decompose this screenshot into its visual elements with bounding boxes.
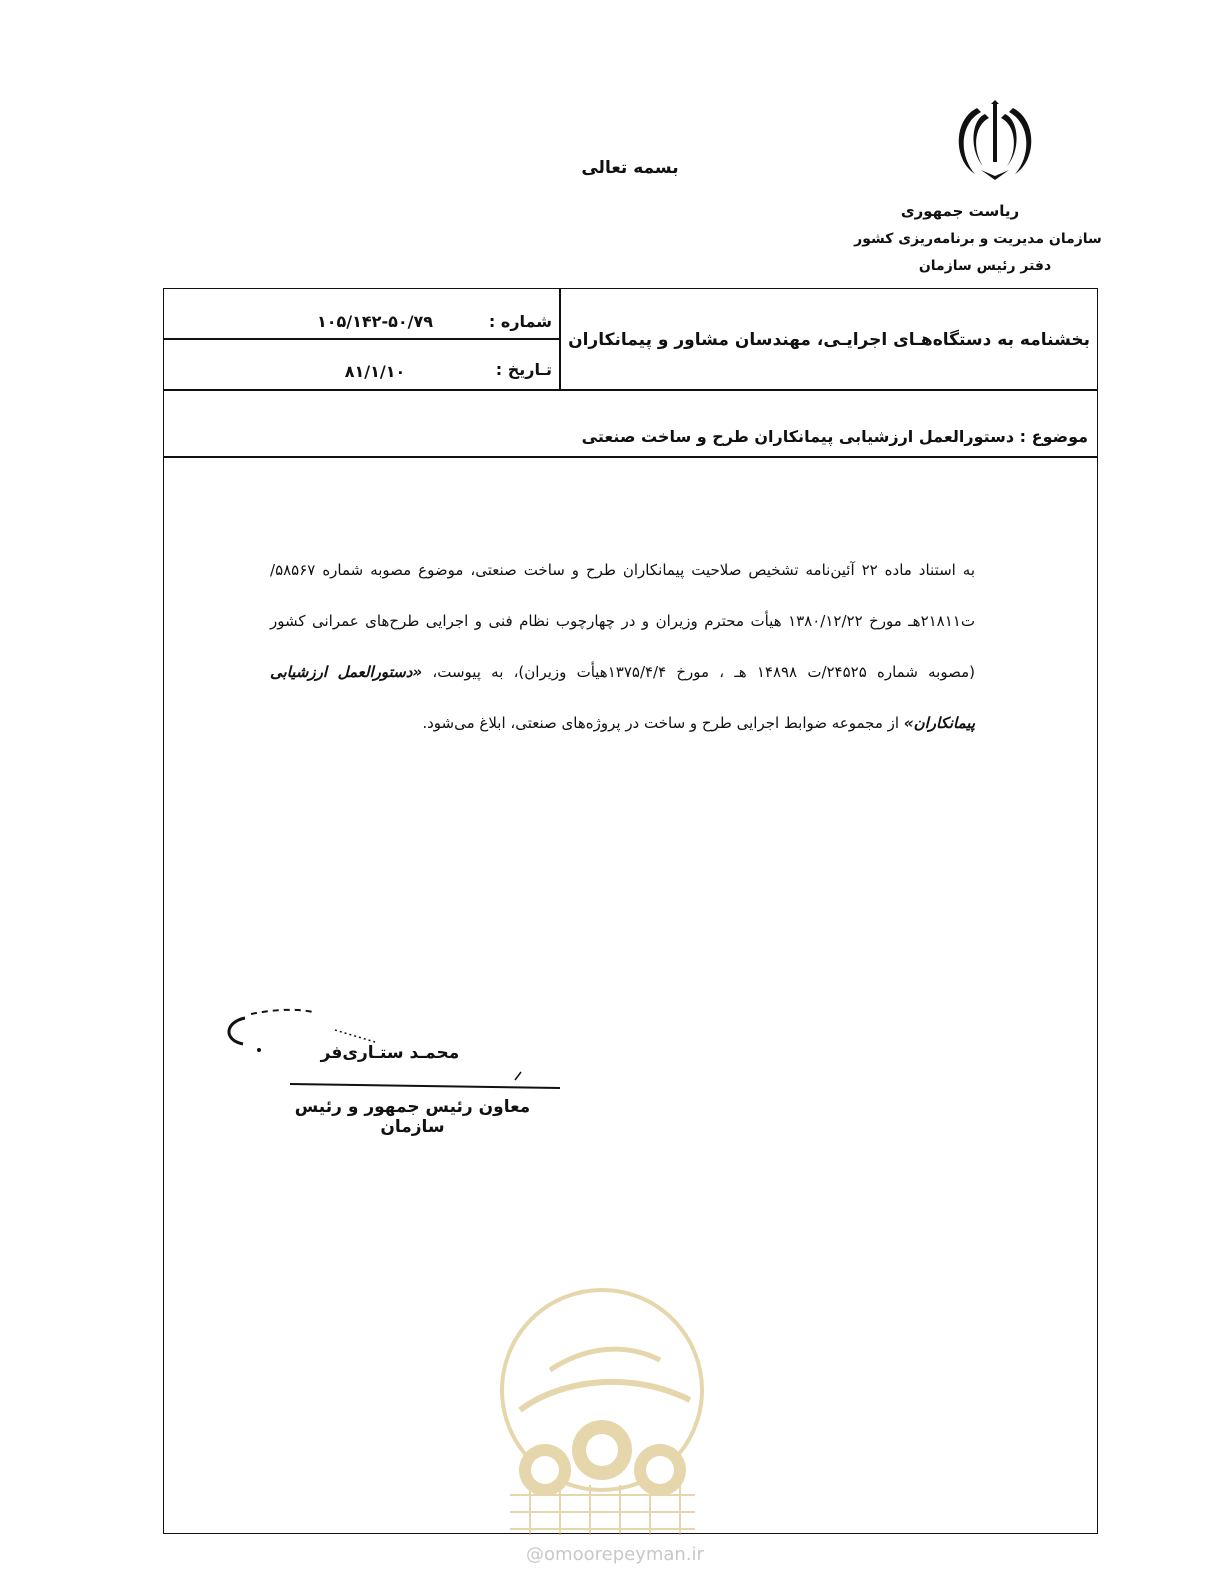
- date-label: تـاریخ :: [495, 360, 552, 379]
- website-watermark: @omoorepeyman.ir: [526, 1544, 704, 1565]
- org-line-office: دفتر رئیس سازمان: [918, 258, 1052, 274]
- bismillah-heading: بسمه تعالی: [581, 158, 679, 178]
- signatory-name: محمـد ستـاری‌فر: [320, 1043, 460, 1063]
- subject-rule: [163, 456, 1098, 458]
- signatory-title: معاون رئیس جمهور و رئیس سازمان: [294, 1097, 531, 1137]
- date-value: ۸۱/۱/۱۰: [344, 362, 406, 381]
- number-value: ۱۰۵/۱۴۲-۵۰/۷۹: [317, 312, 433, 331]
- circular-title: بخشنامه به دستگاه‌هـای اجرایـی، مهندسان مشاور و پیمانکاران: [568, 330, 1090, 350]
- omoorepeyman-watermark-logo: [490, 1280, 715, 1540]
- subject-line: موضوع : دستورالعمل ارزشیابی پیمانکاران طرح و ساخت صنعتی: [581, 427, 1088, 446]
- body-emphasis: «دستورالعمل ارزشیابی پیمانکاران»: [270, 663, 975, 732]
- body-paragraph: [270, 545, 975, 749]
- header-rule: [163, 389, 1098, 391]
- org-line-organization: سازمان مدیریت و برنامه‌ریزی کشور: [854, 231, 1102, 247]
- org-line-presidency: ریاست جمهوری: [900, 202, 1020, 220]
- meta-divider: [163, 338, 560, 340]
- body-part-1: به استناد ماده ۲۲ آئین‌نامه تشخیص صلاحیت پیمانکاران طرح و ساخت صنعتی، موضوع مصوبه شماره ۵۸۵۶۷/ت۲۱۸۱۱هـ مورخ ۱۳۸۰/۱۲/۲۲ هیأت محترم وزیران و در چهارچوب نظام فنی و اجرایی طرح‌های عمرانی کشور (مصوبه شماره ۲۴۵۲۵/ت ۱۴۸۹۸ هـ ، مورخ ۱۳۷۵/۴/۴هیأت وزیران)، به پیوست،: [270, 561, 976, 681]
- iran-emblem-icon: [955, 100, 1035, 182]
- number-label: شماره :: [488, 312, 552, 331]
- body-part-2: از مجموعه ضوابط اجرایی طرح و ساخت در پروژه‌های صنعتی، ابلاغ می‌شود.: [422, 714, 904, 732]
